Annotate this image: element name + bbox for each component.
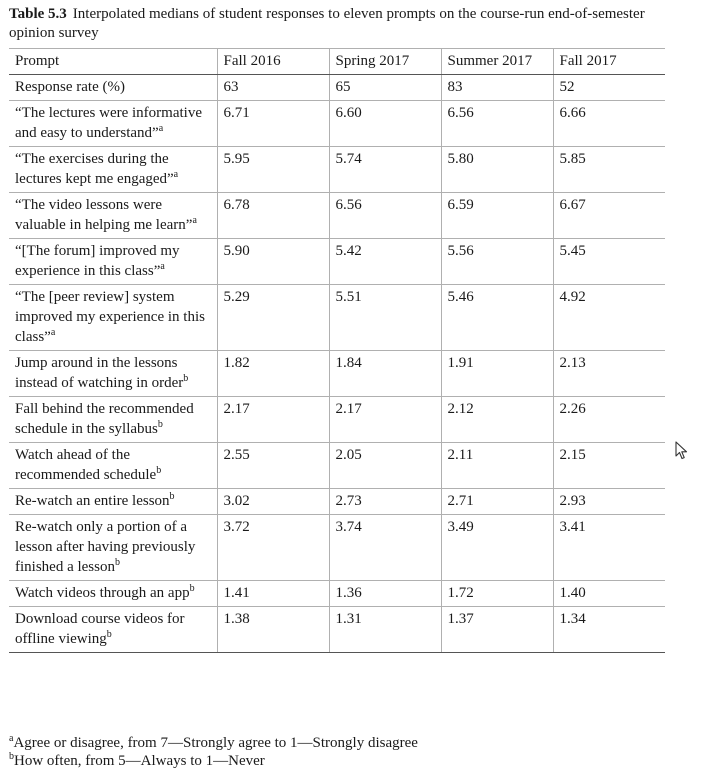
table-row [9, 489, 665, 515]
prompt-text: “The lectures were informative and easy to understand” [15, 105, 202, 141]
prompt-text: Download course videos for offline viewing [15, 611, 185, 647]
footnotes [9, 734, 418, 770]
footnote-a [9, 734, 418, 752]
footnote-marker: b [106, 629, 112, 640]
prompt-cell [9, 75, 217, 101]
column-header-prompt: Prompt [9, 49, 217, 75]
value-cell-summer-2017: 2.11 [441, 443, 553, 489]
value-cell-summer-2017: 5.80 [441, 147, 553, 193]
value-cell-fall-2017: 3.41 [553, 515, 665, 581]
value-cell-fall-2016: 63 [217, 75, 329, 101]
value-cell-spring-2017: 2.73 [329, 489, 441, 515]
value-cell-fall-2017: 2.26 [553, 397, 665, 443]
footnote-marker: a [160, 261, 165, 272]
column-header-summer-2017: Summer 2017 [441, 49, 553, 75]
value-cell-fall-2017: 52 [553, 75, 665, 101]
prompt-cell [9, 515, 217, 581]
value-cell-spring-2017: 2.05 [329, 443, 441, 489]
prompt-cell [9, 147, 217, 193]
footnote-marker: a [192, 215, 197, 226]
value-cell-summer-2017: 6.56 [441, 101, 553, 147]
caption-text: Interpolated medians of student responses to eleven prompts on the course-run end-of-semester opinion survey [9, 6, 645, 41]
value-cell-fall-2017: 5.85 [553, 147, 665, 193]
prompt-text: “The [peer review] system improved my experience in this class” [15, 289, 205, 345]
value-cell-fall-2016: 1.41 [217, 581, 329, 607]
table-header-row [9, 49, 665, 75]
footnote-text: Agree or disagree, from 7—Strongly agree to 1—Strongly disagree [13, 735, 418, 751]
prompt-text: Jump around in the lessons instead of watching in order [15, 355, 184, 391]
value-cell-summer-2017: 1.37 [441, 607, 553, 653]
footnote-marker: b [183, 373, 189, 384]
survey-table [9, 48, 665, 653]
value-cell-summer-2017: 6.59 [441, 193, 553, 239]
value-cell-fall-2016: 5.29 [217, 285, 329, 351]
value-cell-spring-2017: 5.51 [329, 285, 441, 351]
value-cell-fall-2017: 6.67 [553, 193, 665, 239]
table-row [9, 581, 665, 607]
prompt-cell [9, 443, 217, 489]
column-header-spring-2017: Spring 2017 [329, 49, 441, 75]
prompt-text: Response rate (%) [15, 79, 125, 95]
footnote-text: How often, from 5—Always to 1—Never [14, 753, 265, 769]
table-row [9, 75, 665, 101]
value-cell-spring-2017: 5.42 [329, 239, 441, 285]
table-row [9, 193, 665, 239]
value-cell-summer-2017: 5.56 [441, 239, 553, 285]
value-cell-summer-2017: 2.12 [441, 397, 553, 443]
mouse-pointer-icon [675, 441, 689, 461]
value-cell-summer-2017: 1.72 [441, 581, 553, 607]
prompt-cell [9, 397, 217, 443]
value-cell-fall-2017: 2.13 [553, 351, 665, 397]
footnote-mark: b [9, 751, 14, 762]
prompt-text: Re-watch an entire lesson [15, 493, 170, 509]
footnote-marker: b [157, 419, 163, 430]
value-cell-summer-2017: 83 [441, 75, 553, 101]
value-cell-fall-2017: 4.92 [553, 285, 665, 351]
value-cell-spring-2017: 3.74 [329, 515, 441, 581]
value-cell-fall-2017: 5.45 [553, 239, 665, 285]
prompt-text: Watch ahead of the recommended schedule [15, 447, 157, 483]
prompt-text: Fall behind the recommended schedule in the syllabus [15, 401, 194, 437]
value-cell-fall-2016: 6.78 [217, 193, 329, 239]
table-row [9, 285, 665, 351]
prompt-text: “The exercises during the lectures kept me engaged” [15, 151, 174, 187]
prompt-cell [9, 101, 217, 147]
table-row [9, 101, 665, 147]
footnote-mark: a [9, 733, 14, 744]
table-row [9, 607, 665, 653]
value-cell-summer-2017: 5.46 [441, 285, 553, 351]
table-row [9, 351, 665, 397]
value-cell-fall-2016: 2.17 [217, 397, 329, 443]
value-cell-spring-2017: 6.56 [329, 193, 441, 239]
footnote-b [9, 752, 418, 770]
value-cell-fall-2016: 3.72 [217, 515, 329, 581]
table-row [9, 515, 665, 581]
value-cell-summer-2017: 2.71 [441, 489, 553, 515]
table-caption [9, 5, 669, 43]
value-cell-spring-2017: 6.60 [329, 101, 441, 147]
prompt-cell [9, 489, 217, 515]
prompt-cell [9, 581, 217, 607]
prompt-cell [9, 193, 217, 239]
value-cell-fall-2016: 6.71 [217, 101, 329, 147]
table-row [9, 443, 665, 489]
prompt-cell [9, 351, 217, 397]
value-cell-summer-2017: 1.91 [441, 351, 553, 397]
prompt-cell [9, 607, 217, 653]
value-cell-fall-2016: 3.02 [217, 489, 329, 515]
value-cell-fall-2016: 5.90 [217, 239, 329, 285]
value-cell-spring-2017: 65 [329, 75, 441, 101]
table-number: Table 5.3 [9, 6, 67, 22]
value-cell-spring-2017: 1.36 [329, 581, 441, 607]
prompt-cell [9, 285, 217, 351]
table-row [9, 147, 665, 193]
footnote-marker: a [50, 327, 56, 338]
prompt-text: Re-watch only a portion of a lesson after having previously finished a lesson [15, 519, 196, 575]
value-cell-fall-2017: 1.40 [553, 581, 665, 607]
value-cell-fall-2017: 2.15 [553, 443, 665, 489]
value-cell-fall-2016: 1.82 [217, 351, 329, 397]
footnote-marker: b [189, 583, 195, 594]
footnote-marker: a [173, 169, 179, 180]
prompt-text: “The video lessons were valuable in helping me learn” [15, 197, 193, 233]
value-cell-summer-2017: 3.49 [441, 515, 553, 581]
value-cell-fall-2017: 2.93 [553, 489, 665, 515]
value-cell-fall-2016: 1.38 [217, 607, 329, 653]
value-cell-spring-2017: 1.31 [329, 607, 441, 653]
table-row [9, 239, 665, 285]
prompt-text: “[The forum] improved my experience in this class” [15, 243, 180, 279]
table-row [9, 397, 665, 443]
prompt-text: Watch videos through an app [15, 585, 190, 601]
footnote-marker: a [158, 123, 164, 134]
value-cell-fall-2016: 5.95 [217, 147, 329, 193]
value-cell-fall-2016: 2.55 [217, 443, 329, 489]
value-cell-fall-2017: 6.66 [553, 101, 665, 147]
footnote-marker: b [169, 491, 175, 502]
prompt-cell [9, 239, 217, 285]
value-cell-fall-2017: 1.34 [553, 607, 665, 653]
value-cell-spring-2017: 1.84 [329, 351, 441, 397]
footnote-marker: b [156, 465, 162, 476]
footnote-marker: b [114, 557, 120, 568]
column-header-fall-2017: Fall 2017 [553, 49, 665, 75]
value-cell-spring-2017: 5.74 [329, 147, 441, 193]
value-cell-spring-2017: 2.17 [329, 397, 441, 443]
column-header-fall-2016: Fall 2016 [217, 49, 329, 75]
